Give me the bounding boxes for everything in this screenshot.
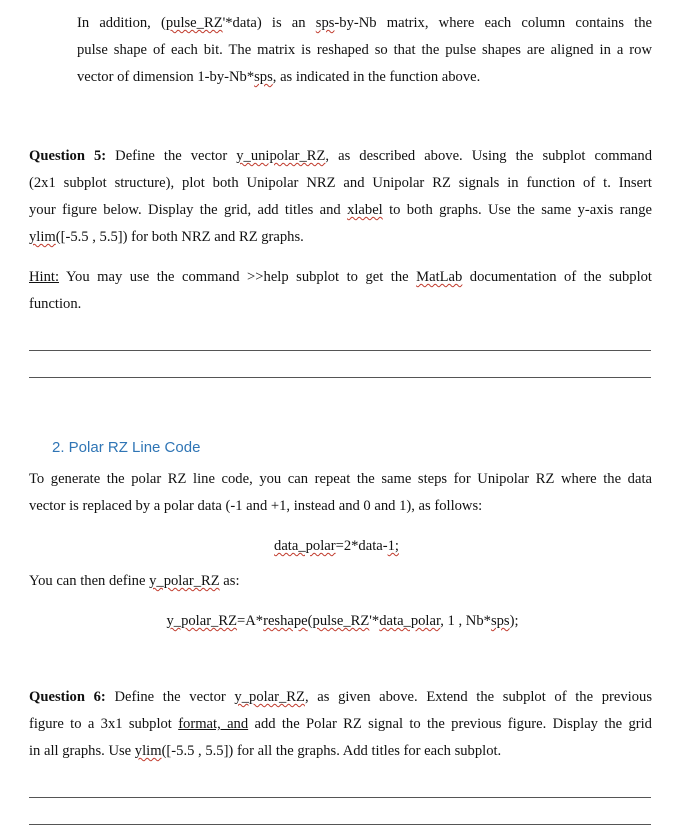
code-matlab: MatLab — [416, 269, 463, 285]
intro-line-1: In addition, (pulse_RZ'*data) is an sps-by-Nb matrix, where each column contains the — [77, 15, 653, 31]
polar-line-1: To generate the polar RZ line code, you can repeat the same steps for Unipolar RZ where the data — [29, 471, 652, 487]
question-5-label: Question 5: — [29, 148, 107, 164]
code-y-unipolar-rz: y_unipolar_RZ — [236, 148, 326, 164]
question-6-line-3: in all graphs. Use ylim([-5.5 , 5.5]) for all the graphs. Add titles for each subplot. — [29, 743, 502, 759]
hint-label: Hint: — [29, 269, 59, 285]
code-data-polar: data_polar — [379, 613, 441, 629]
code-xlabel: xlabel — [347, 202, 383, 218]
equation-data-polar: data_polar=2*data-1; — [274, 538, 399, 554]
code-one: 1; — [387, 538, 399, 554]
code-reshape: reshape — [263, 613, 308, 629]
question-6-line-2: figure to a 3x1 subplot format, and add the Polar RZ signal to the previous figure. Display the grid — [29, 716, 652, 732]
code-data-polar: data_polar — [274, 538, 336, 554]
code-ylim: ylim — [29, 229, 56, 245]
answer-line — [29, 824, 651, 825]
code-y-polar-rz: y_polar_RZ — [166, 613, 237, 629]
code-pulse-rz: pulse_RZ — [165, 15, 223, 31]
question-6-label: Question 6: — [29, 689, 106, 705]
code-y-polar-rz: y_polar_RZ — [149, 573, 220, 589]
define-line: You can then define y_polar_RZ as: — [29, 573, 240, 589]
question-6 — [29, 684, 652, 765]
question-5 — [29, 143, 652, 251]
section-heading: 2. Polar RZ Line Code — [52, 439, 201, 456]
code-sps: sps — [490, 613, 510, 629]
answer-line — [29, 797, 651, 798]
code-sps: sps — [315, 15, 335, 31]
question-5-line-2: (2x1 subplot structure), plot both Unipolar NRZ and Unipolar RZ signals in function of t. Insert — [29, 175, 652, 191]
intro-paragraph — [77, 10, 652, 91]
polar-paragraph — [29, 466, 652, 520]
equation-y-polar-rz: y_polar_RZ=A*reshape(pulse_RZ'*data_polar, 1 , Nb*sps); — [166, 613, 519, 629]
question-6-line-1: Question 6: Define the vector y_polar_RZ, as given above. Extend the subplot of the previous — [29, 689, 652, 705]
intro-line-3: vector of dimension 1-by-Nb*sps, as indicated in the function above. — [77, 69, 481, 85]
question-5-line-4: ylim([-5.5 , 5.5]) for both NRZ and RZ graphs. — [29, 229, 304, 245]
format-and-text: format, and — [178, 716, 249, 732]
code-y-polar-rz: y_polar_RZ — [234, 689, 305, 705]
hint-line-2: function. — [29, 296, 82, 312]
question-5-line-1: Question 5: Define the vector y_unipolar_RZ, as described above. Using the subplot command — [29, 148, 653, 164]
code-pulse-rz: pulse_RZ — [312, 613, 370, 629]
answer-line — [29, 350, 651, 351]
hint-line-1: Hint: You may use the command >>help subplot to get the MatLab documentation of the subplot — [29, 269, 652, 285]
question-5-line-3: your figure below. Display the grid, add titles and xlabel to both graphs. Use the same y-axis range — [29, 202, 653, 218]
answer-line — [29, 377, 651, 378]
hint-paragraph — [29, 264, 652, 318]
code-sps: sps — [254, 69, 273, 85]
intro-line-2: pulse shape of each bit. The matrix is reshaped so that the pulse shapes are aligned in a row — [77, 42, 652, 58]
polar-line-2: vector is replaced by a polar data (-1 and +1, instead and 0 and 1), as follows: — [29, 498, 483, 514]
code-ylim: ylim — [134, 743, 162, 759]
